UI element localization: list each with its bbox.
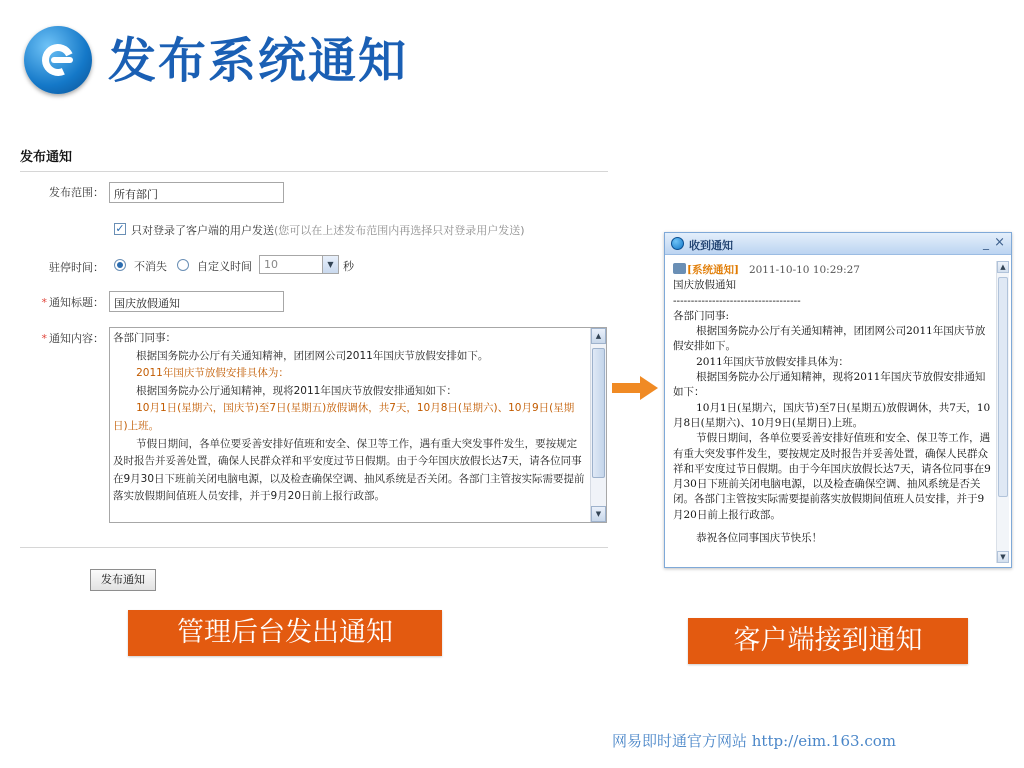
content-textarea[interactable] <box>109 327 607 523</box>
slide-title: 发布系统通知 <box>108 33 409 89</box>
notification-popup[interactable] <box>664 232 1012 568</box>
app-small-icon <box>671 237 684 250</box>
message-header <box>673 263 993 278</box>
content-line: 2011年国庆节放假安排具体为： <box>136 367 289 380</box>
message-line: 2011年国庆节放假安排具体为： <box>696 355 849 368</box>
content-line: 各部门同事： <box>113 332 176 344</box>
close-icon[interactable]: × <box>994 235 1005 250</box>
scroll-up-icon[interactable]: ▲ <box>591 328 606 344</box>
stay-time-label: 驻停时间： <box>49 261 104 274</box>
message-timestamp: 2011-10-10 10:29:27 <box>748 264 860 276</box>
popup-titlebar[interactable] <box>665 233 1011 255</box>
scope-field[interactable]: 所有部门 <box>109 182 284 203</box>
scroll-thumb[interactable] <box>592 348 605 478</box>
message-line: 根据国务院办公厅通知精神，现将2011年国庆节放假安排通知如下： <box>673 371 986 399</box>
message-line: 各部门同事: <box>673 309 730 322</box>
form-heading: 发布通知 <box>20 150 73 165</box>
content-line: 根据国务院办公厅通知精神，现将2011年国庆节放假安排通知如下： <box>136 384 457 397</box>
message-line: 10月1日(星期六，国庆节)至7日(星期五)放假调休，共7天，10月8日(星期六)、10月9日(星期日)上班。 <box>673 401 991 429</box>
textarea-scrollbar[interactable] <box>590 328 606 522</box>
seconds-value: 10 <box>264 258 278 271</box>
message-line: 根据国务院办公厅有关通知精神，团团网公司2011年国庆节放假安排如下。 <box>673 325 986 353</box>
arrow-right-icon <box>612 376 658 400</box>
popup-scrollbar[interactable] <box>996 261 1009 563</box>
client-caption: 客户端接到通知 <box>688 618 968 664</box>
message-line: 节假日期间，各单位要妥善安排好值班和安全、保卫等工作，遇有重大突发事件发生，要按规定及时报告并妥善处置，确保人民群众祥和平安度过节日假期。由于今年国庆放假长达7天，请各位同事在9月30日下班前关闭电脑电源，以及检查确保空调、抽风系统是否关闭。各部门主管按实际需要提前落实放假期间值班人员安排，并于9月20日前上报行政部。 <box>673 432 991 521</box>
logged-in-only-label <box>131 222 525 238</box>
scroll-down-icon[interactable]: ▼ <box>591 506 606 522</box>
radio-no-disappear[interactable] <box>114 259 126 271</box>
popup-message <box>673 263 993 563</box>
radio-custom-time[interactable] <box>177 259 189 271</box>
admin-caption: 管理后台发出通知 <box>128 610 442 656</box>
speaker-icon <box>673 263 686 274</box>
title-label-text: 通知标题： <box>49 296 104 309</box>
content-line: 10月1日(星期六，国庆节)至7日(星期五)放假调休，共7天，10月8日(星期六)、10月9日(星期日)上班。 <box>113 402 575 432</box>
scroll-down-icon[interactable]: ▼ <box>997 551 1009 563</box>
content-line: 节假日期间，各单位要妥善安排好值班和安全、保卫等工作，遇有重大突发事件发生，要按规定及时报告并妥善处置，确保人民群众祥和平安度过节日假期。由于今年国庆放假长达7天，请各位同事在9月30日下班前关闭电脑电源，以及检查确保空调、抽风系统是否关闭。各部门主管按实际需要提前落实放假期间值班人员安排，并于9月20日前上报行政部。 <box>113 437 585 503</box>
notice-title: 国庆放假通知 <box>673 279 736 292</box>
content-label: * 通知内容： <box>41 332 104 345</box>
divider <box>20 547 608 548</box>
seconds-unit: 秒 <box>343 260 354 273</box>
minimize-icon[interactable]: _ <box>983 236 989 250</box>
divider <box>20 171 608 172</box>
system-tag: [系统通知] <box>687 264 739 276</box>
content-label-text: 通知内容： <box>49 332 104 345</box>
message-line: 恭祝各位同事国庆节快乐！ <box>696 532 823 545</box>
title-field[interactable]: 国庆放假通知 <box>109 291 284 312</box>
chevron-down-icon: ▼ <box>322 256 338 273</box>
scroll-up-icon[interactable]: ▲ <box>997 261 1009 273</box>
popup-title: 收到通知 <box>689 239 733 252</box>
checkbox-hint: (您可以在上述发布范围内再选择只对登录用户发送) <box>274 224 525 237</box>
separator: ------------------------------------ <box>673 294 801 307</box>
radio-no-disappear-label: 不消失 <box>134 260 167 273</box>
publish-button[interactable]: 发布通知 <box>90 569 156 591</box>
title-label: * 通知标题： <box>41 296 104 309</box>
scope-label: 发布范围： <box>49 186 104 199</box>
app-logo-icon <box>24 26 92 94</box>
radio-custom-time-label: 自定义时间 <box>197 260 252 273</box>
scroll-thumb[interactable] <box>998 277 1008 497</box>
checkbox-label: 只对登录了客户端的用户发送 <box>131 224 274 237</box>
logged-in-only-checkbox[interactable]: ✓ <box>115 222 125 235</box>
footer-link[interactable]: 网易即时通官方网站 http://eim.163.com <box>612 732 896 750</box>
seconds-select[interactable] <box>259 255 339 274</box>
content-line: 根据国务院办公厅有关通知精神，团团网公司2011年国庆节放假安排如下。 <box>136 349 489 362</box>
